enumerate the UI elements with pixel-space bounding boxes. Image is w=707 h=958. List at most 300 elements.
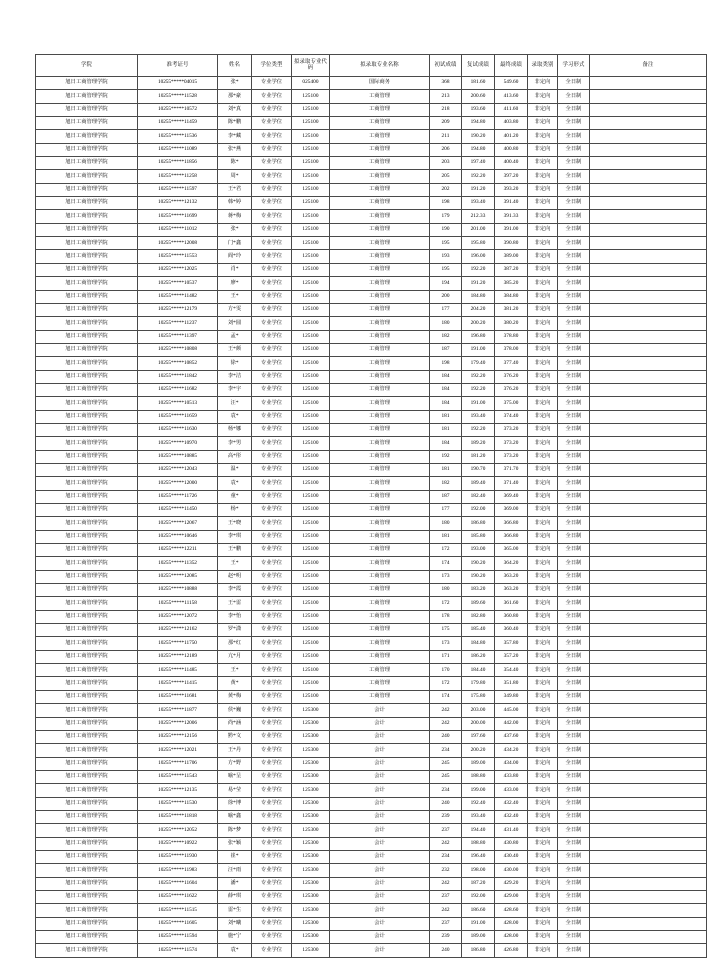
column-header-name: 姓名 [218, 55, 252, 77]
cell-exam-ticket-number: 10255*****12179 [138, 303, 218, 316]
cell-name: 张* [218, 77, 252, 90]
cell-second-exam-score: 196.40 [462, 850, 495, 863]
cell-final-score: 373.20 [495, 450, 528, 463]
cell-major-code: 125100 [292, 210, 330, 223]
table-row [36, 477, 707, 490]
cell-study-mode: 全日制 [558, 237, 590, 250]
cell-major-name: 工商管理 [330, 183, 430, 196]
cell-name: 喻*鑫 [218, 810, 252, 823]
cell-major-name: 工商管理 [330, 490, 430, 503]
cell-admission-category: 非定向 [528, 437, 558, 450]
cell-admission-category: 非定向 [528, 797, 558, 810]
cell-remarks [590, 317, 707, 330]
cell-remarks [590, 877, 707, 890]
cell-admission-category: 非定向 [528, 597, 558, 610]
cell-exam-ticket-number: 10255*****10852 [138, 357, 218, 370]
cell-major-code: 125300 [292, 797, 330, 810]
cell-name: 张*颖 [218, 837, 252, 850]
cell-name: 廖* [218, 277, 252, 290]
cell-exam-ticket-number: 10255*****11515 [138, 904, 218, 917]
cell-study-mode: 全日制 [558, 410, 590, 423]
cell-name: 黄* [218, 677, 252, 690]
table-row [36, 944, 707, 957]
cell-first-exam-score: 213 [430, 90, 462, 103]
cell-remarks [590, 544, 707, 557]
cell-major-name: 工商管理 [330, 650, 430, 663]
cell-first-exam-score: 184 [430, 397, 462, 410]
cell-major-name: 工商管理 [330, 277, 430, 290]
cell-remarks [590, 637, 707, 650]
table-row [36, 570, 707, 583]
table-row [36, 837, 707, 850]
cell-major-code: 125100 [292, 477, 330, 490]
cell-exam-ticket-number: 10255*****11699 [138, 210, 218, 223]
cell-admission-category: 非定向 [528, 744, 558, 757]
cell-second-exam-score: 189.00 [462, 931, 495, 944]
cell-major-code: 125100 [292, 557, 330, 570]
cell-second-exam-score: 193.40 [462, 410, 495, 423]
cell-first-exam-score: 170 [430, 664, 462, 677]
cell-degree-type: 专业学位 [252, 223, 292, 236]
cell-major-code: 125100 [292, 624, 330, 637]
cell-second-exam-score: 191.20 [462, 183, 495, 196]
cell-college: 旭日工商管理学院 [36, 610, 138, 623]
cell-study-mode: 全日制 [558, 810, 590, 823]
cell-first-exam-score: 184 [430, 383, 462, 396]
cell-major-code: 125100 [292, 90, 330, 103]
cell-remarks [590, 290, 707, 303]
cell-study-mode: 全日制 [558, 730, 590, 743]
cell-study-mode: 全日制 [558, 570, 590, 583]
cell-first-exam-score: 368 [430, 77, 462, 90]
cell-exam-ticket-number: 10255*****04015 [138, 77, 218, 90]
table-row [36, 517, 707, 530]
cell-first-exam-score: 232 [430, 864, 462, 877]
cell-name: 汪* [218, 397, 252, 410]
table-row [36, 770, 707, 783]
cell-college: 旭日工商管理学院 [36, 770, 138, 783]
cell-exam-ticket-number: 10255*****12072 [138, 610, 218, 623]
cell-major-name: 工商管理 [330, 557, 430, 570]
cell-final-score: 429.00 [495, 890, 528, 903]
cell-second-exam-score: 194.80 [462, 143, 495, 156]
cell-second-exam-score: 188.80 [462, 837, 495, 850]
cell-second-exam-score: 191.00 [462, 917, 495, 930]
cell-major-code: 125100 [292, 570, 330, 583]
cell-study-mode: 全日制 [558, 397, 590, 410]
cell-first-exam-score: 242 [430, 877, 462, 890]
cell-final-score: 391.33 [495, 210, 528, 223]
table-row [36, 450, 707, 463]
cell-college: 旭日工商管理学院 [36, 170, 138, 183]
cell-major-code: 125300 [292, 704, 330, 717]
cell-first-exam-score: 172 [430, 677, 462, 690]
cell-major-name: 工商管理 [330, 357, 430, 370]
table-row [36, 744, 707, 757]
cell-degree-type: 专业学位 [252, 917, 292, 930]
cell-study-mode: 全日制 [558, 77, 590, 90]
admission-table-container [35, 54, 654, 958]
cell-first-exam-score: 178 [430, 610, 462, 623]
cell-college: 旭日工商管理学院 [36, 517, 138, 530]
table-row [36, 864, 707, 877]
cell-second-exam-score: 192.20 [462, 370, 495, 383]
cell-major-code: 125100 [292, 517, 330, 530]
cell-name: 王*晓 [218, 517, 252, 530]
cell-admission-category: 非定向 [528, 490, 558, 503]
table-row [36, 677, 707, 690]
cell-exam-ticket-number: 10255*****11594 [138, 931, 218, 944]
cell-final-score: 432.40 [495, 810, 528, 823]
cell-college: 旭日工商管理学院 [36, 103, 138, 116]
table-row [36, 557, 707, 570]
cell-remarks [590, 477, 707, 490]
cell-final-score: 401.20 [495, 130, 528, 143]
cell-exam-ticket-number: 10255*****11597 [138, 183, 218, 196]
cell-college: 旭日工商管理学院 [36, 797, 138, 810]
cell-major-name: 工商管理 [330, 544, 430, 557]
cell-major-code: 125100 [292, 130, 330, 143]
cell-second-exam-score: 190.20 [462, 570, 495, 583]
cell-second-exam-score: 204.20 [462, 303, 495, 316]
cell-remarks [590, 570, 707, 583]
cell-remarks [590, 437, 707, 450]
cell-college: 旭日工商管理学院 [36, 784, 138, 797]
cell-final-score: 549.60 [495, 77, 528, 90]
cell-major-name: 工商管理 [330, 197, 430, 210]
cell-first-exam-score: 184 [430, 437, 462, 450]
cell-admission-category: 非定向 [528, 183, 558, 196]
cell-remarks [590, 664, 707, 677]
cell-final-score: 397.20 [495, 170, 528, 183]
cell-remarks [590, 824, 707, 837]
cell-degree-type: 专业学位 [252, 877, 292, 890]
cell-exam-ticket-number: 10255*****11630 [138, 423, 218, 436]
table-row [36, 890, 707, 903]
cell-study-mode: 全日制 [558, 770, 590, 783]
cell-second-exam-score: 184.80 [462, 290, 495, 303]
cell-major-name: 工商管理 [330, 597, 430, 610]
cell-final-score: 391.40 [495, 197, 528, 210]
cell-exam-ticket-number: 10255*****11482 [138, 290, 218, 303]
cell-final-score: 364.20 [495, 557, 528, 570]
cell-degree-type: 专业学位 [252, 303, 292, 316]
cell-major-name: 工商管理 [330, 170, 430, 183]
cell-remarks [590, 690, 707, 703]
cell-major-name: 工商管理 [330, 477, 430, 490]
cell-degree-type: 专业学位 [252, 437, 292, 450]
cell-final-score: 411.60 [495, 103, 528, 116]
table-row [36, 210, 707, 223]
header-row [36, 55, 707, 77]
cell-admission-category: 非定向 [528, 890, 558, 903]
cell-exam-ticket-number: 10255*****12006 [138, 717, 218, 730]
cell-name: 雷*生 [218, 904, 252, 917]
cell-final-score: 387.20 [495, 263, 528, 276]
column-header-first-exam-score: 初试成绩 [430, 55, 462, 77]
cell-degree-type: 专业学位 [252, 664, 292, 677]
cell-name: 王* [218, 664, 252, 677]
cell-college: 旭日工商管理学院 [36, 157, 138, 170]
cell-first-exam-score: 240 [430, 797, 462, 810]
cell-second-exam-score: 185.40 [462, 624, 495, 637]
table-row [36, 370, 707, 383]
cell-exam-ticket-number: 10255*****12189 [138, 650, 218, 663]
cell-major-name: 会计 [330, 864, 430, 877]
cell-major-code: 125100 [292, 330, 330, 343]
cell-degree-type: 专业学位 [252, 837, 292, 850]
cell-college: 旭日工商管理学院 [36, 277, 138, 290]
table-row [36, 183, 707, 196]
cell-final-score: 430.00 [495, 864, 528, 877]
cell-name: 李*洁 [218, 370, 252, 383]
cell-college: 旭日工商管理学院 [36, 130, 138, 143]
cell-college: 旭日工商管理学院 [36, 664, 138, 677]
cell-name: 易*莹 [218, 784, 252, 797]
table-row [36, 850, 707, 863]
table-row [36, 931, 707, 944]
column-header-college: 学院 [36, 55, 138, 77]
cell-study-mode: 全日制 [558, 824, 590, 837]
table-row [36, 904, 707, 917]
cell-study-mode: 全日制 [558, 317, 590, 330]
cell-remarks [590, 717, 707, 730]
cell-second-exam-score: 200.20 [462, 744, 495, 757]
table-row [36, 717, 707, 730]
table-row [36, 423, 707, 436]
cell-exam-ticket-number: 10255*****11842 [138, 370, 218, 383]
cell-college: 旭日工商管理学院 [36, 143, 138, 156]
cell-first-exam-score: 242 [430, 904, 462, 917]
cell-study-mode: 全日制 [558, 463, 590, 476]
cell-name: 张* [218, 223, 252, 236]
cell-exam-ticket-number: 10255*****11352 [138, 557, 218, 570]
cell-exam-ticket-number: 10255*****11158 [138, 597, 218, 610]
cell-name: 尚*涵 [218, 717, 252, 730]
cell-second-exam-score: 203.00 [462, 704, 495, 717]
cell-degree-type: 专业学位 [252, 504, 292, 517]
cell-final-score: 431.40 [495, 824, 528, 837]
cell-study-mode: 全日制 [558, 917, 590, 930]
cell-name: 王*君 [218, 183, 252, 196]
table-row [36, 624, 707, 637]
cell-remarks [590, 757, 707, 770]
cell-admission-category: 非定向 [528, 77, 558, 90]
cell-name: 刘*真 [218, 103, 252, 116]
cell-exam-ticket-number: 10255*****10646 [138, 530, 218, 543]
cell-second-exam-score: 194.80 [462, 117, 495, 130]
cell-major-name: 工商管理 [330, 317, 430, 330]
table-row [36, 317, 707, 330]
cell-second-exam-score: 196.00 [462, 250, 495, 263]
cell-study-mode: 全日制 [558, 690, 590, 703]
cell-name: 童* [218, 490, 252, 503]
cell-name: 王* [218, 557, 252, 570]
cell-second-exam-score: 182.80 [462, 610, 495, 623]
cell-degree-type: 专业学位 [252, 463, 292, 476]
cell-name: 袁* [218, 944, 252, 957]
table-row [36, 824, 707, 837]
cell-admission-category: 非定向 [528, 810, 558, 823]
cell-second-exam-score: 193.40 [462, 810, 495, 823]
cell-major-name: 会计 [330, 944, 430, 957]
cell-major-code: 125100 [292, 397, 330, 410]
cell-remarks [590, 117, 707, 130]
cell-major-name: 会计 [330, 744, 430, 757]
cell-remarks [590, 197, 707, 210]
cell-final-score: 349.80 [495, 690, 528, 703]
cell-college: 旭日工商管理学院 [36, 90, 138, 103]
cell-final-score: 354.40 [495, 664, 528, 677]
cell-major-code: 125100 [292, 650, 330, 663]
table-row [36, 730, 707, 743]
cell-major-code: 125100 [292, 450, 330, 463]
cell-final-score: 378.00 [495, 343, 528, 356]
cell-study-mode: 全日制 [558, 303, 590, 316]
cell-first-exam-score: 180 [430, 317, 462, 330]
cell-name: 袁* [218, 410, 252, 423]
cell-first-exam-score: 177 [430, 504, 462, 517]
cell-name: 阎*玲 [218, 250, 252, 263]
cell-major-code: 125100 [292, 410, 330, 423]
table-row [36, 437, 707, 450]
cell-exam-ticket-number: 10255*****10970 [138, 437, 218, 450]
cell-exam-ticket-number: 10255*****11543 [138, 770, 218, 783]
cell-exam-ticket-number: 10255*****11604 [138, 877, 218, 890]
cell-exam-ticket-number: 10255*****11397 [138, 330, 218, 343]
cell-major-code: 125300 [292, 824, 330, 837]
cell-first-exam-score: 171 [430, 650, 462, 663]
cell-study-mode: 全日制 [558, 517, 590, 530]
cell-study-mode: 全日制 [558, 544, 590, 557]
cell-admission-category: 非定向 [528, 917, 558, 930]
cell-first-exam-score: 198 [430, 197, 462, 210]
cell-study-mode: 全日制 [558, 704, 590, 717]
cell-first-exam-score: 181 [430, 530, 462, 543]
cell-final-score: 393.20 [495, 183, 528, 196]
cell-major-name: 工商管理 [330, 130, 430, 143]
cell-major-name: 工商管理 [330, 343, 430, 356]
cell-major-code: 125100 [292, 637, 330, 650]
cell-first-exam-score: 218 [430, 103, 462, 116]
cell-degree-type: 专业学位 [252, 170, 292, 183]
cell-final-score: 376.20 [495, 370, 528, 383]
cell-remarks [590, 357, 707, 370]
cell-study-mode: 全日制 [558, 423, 590, 436]
cell-degree-type: 专业学位 [252, 530, 292, 543]
cell-degree-type: 专业学位 [252, 570, 292, 583]
cell-name: 陈*鹏 [218, 117, 252, 130]
cell-final-score: 377.40 [495, 357, 528, 370]
cell-major-name: 工商管理 [330, 410, 430, 423]
column-header-exam-ticket-number: 准考证号 [138, 55, 218, 77]
cell-study-mode: 全日制 [558, 143, 590, 156]
cell-major-code: 125300 [292, 931, 330, 944]
table-row [36, 170, 707, 183]
cell-second-exam-score: 201.00 [462, 223, 495, 236]
cell-exam-ticket-number: 10255*****12156 [138, 730, 218, 743]
cell-final-score: 390.80 [495, 237, 528, 250]
cell-remarks [590, 917, 707, 930]
cell-major-name: 会计 [330, 904, 430, 917]
cell-second-exam-score: 197.40 [462, 157, 495, 170]
cell-exam-ticket-number: 10255*****12132 [138, 197, 218, 210]
cell-second-exam-score: 175.80 [462, 690, 495, 703]
cell-first-exam-score: 211 [430, 130, 462, 143]
cell-study-mode: 全日制 [558, 877, 590, 890]
cell-major-name: 会计 [330, 797, 430, 810]
cell-second-exam-score: 200.00 [462, 717, 495, 730]
table-row [36, 410, 707, 423]
cell-college: 旭日工商管理学院 [36, 357, 138, 370]
cell-first-exam-score: 234 [430, 850, 462, 863]
cell-remarks [590, 677, 707, 690]
cell-final-score: 445.00 [495, 704, 528, 717]
table-row [36, 143, 707, 156]
cell-major-code: 125100 [292, 263, 330, 276]
cell-study-mode: 全日制 [558, 90, 590, 103]
cell-final-score: 428.00 [495, 917, 528, 930]
cell-admission-category: 非定向 [528, 824, 558, 837]
table-row [36, 597, 707, 610]
cell-college: 旭日工商管理学院 [36, 370, 138, 383]
cell-study-mode: 全日制 [558, 650, 590, 663]
cell-admission-category: 非定向 [528, 877, 558, 890]
cell-exam-ticket-number: 10255*****11530 [138, 797, 218, 810]
cell-remarks [590, 624, 707, 637]
cell-first-exam-score: 206 [430, 143, 462, 156]
cell-degree-type: 专业学位 [252, 450, 292, 463]
cell-second-exam-score: 183.20 [462, 584, 495, 597]
cell-final-score: 432.40 [495, 797, 528, 810]
cell-exam-ticket-number: 10255*****12008 [138, 237, 218, 250]
cell-exam-ticket-number: 10255*****10888 [138, 584, 218, 597]
cell-college: 旭日工商管理学院 [36, 544, 138, 557]
cell-study-mode: 全日制 [558, 223, 590, 236]
cell-first-exam-score: 240 [430, 730, 462, 743]
cell-major-name: 国际商务 [330, 77, 430, 90]
cell-name: 罗*潇 [218, 624, 252, 637]
cell-second-exam-score: 193.00 [462, 544, 495, 557]
cell-major-code: 125100 [292, 170, 330, 183]
cell-college: 旭日工商管理学院 [36, 397, 138, 410]
table-row [36, 810, 707, 823]
cell-admission-category: 非定向 [528, 410, 558, 423]
cell-second-exam-score: 191.00 [462, 343, 495, 356]
cell-major-name: 会计 [330, 850, 430, 863]
cell-study-mode: 全日制 [558, 837, 590, 850]
cell-exam-ticket-number: 10255*****12211 [138, 544, 218, 557]
cell-final-score: 360.40 [495, 624, 528, 637]
cell-exam-ticket-number: 10255*****10808 [138, 343, 218, 356]
cell-exam-ticket-number: 10255*****12025 [138, 263, 218, 276]
cell-second-exam-score: 189.60 [462, 597, 495, 610]
cell-name: 杨*娜 [218, 423, 252, 436]
cell-remarks [590, 931, 707, 944]
cell-name: 李*霞 [218, 584, 252, 597]
cell-study-mode: 全日制 [558, 277, 590, 290]
cell-degree-type: 专业学位 [252, 210, 292, 223]
cell-second-exam-score: 192.20 [462, 383, 495, 396]
cell-exam-ticket-number: 10255*****11258 [138, 170, 218, 183]
cell-admission-category: 非定向 [528, 90, 558, 103]
cell-study-mode: 全日制 [558, 864, 590, 877]
cell-remarks [590, 530, 707, 543]
cell-first-exam-score: 195 [430, 237, 462, 250]
cell-second-exam-score: 185.80 [462, 530, 495, 543]
cell-degree-type: 专业学位 [252, 650, 292, 663]
cell-name: 王* [218, 290, 252, 303]
